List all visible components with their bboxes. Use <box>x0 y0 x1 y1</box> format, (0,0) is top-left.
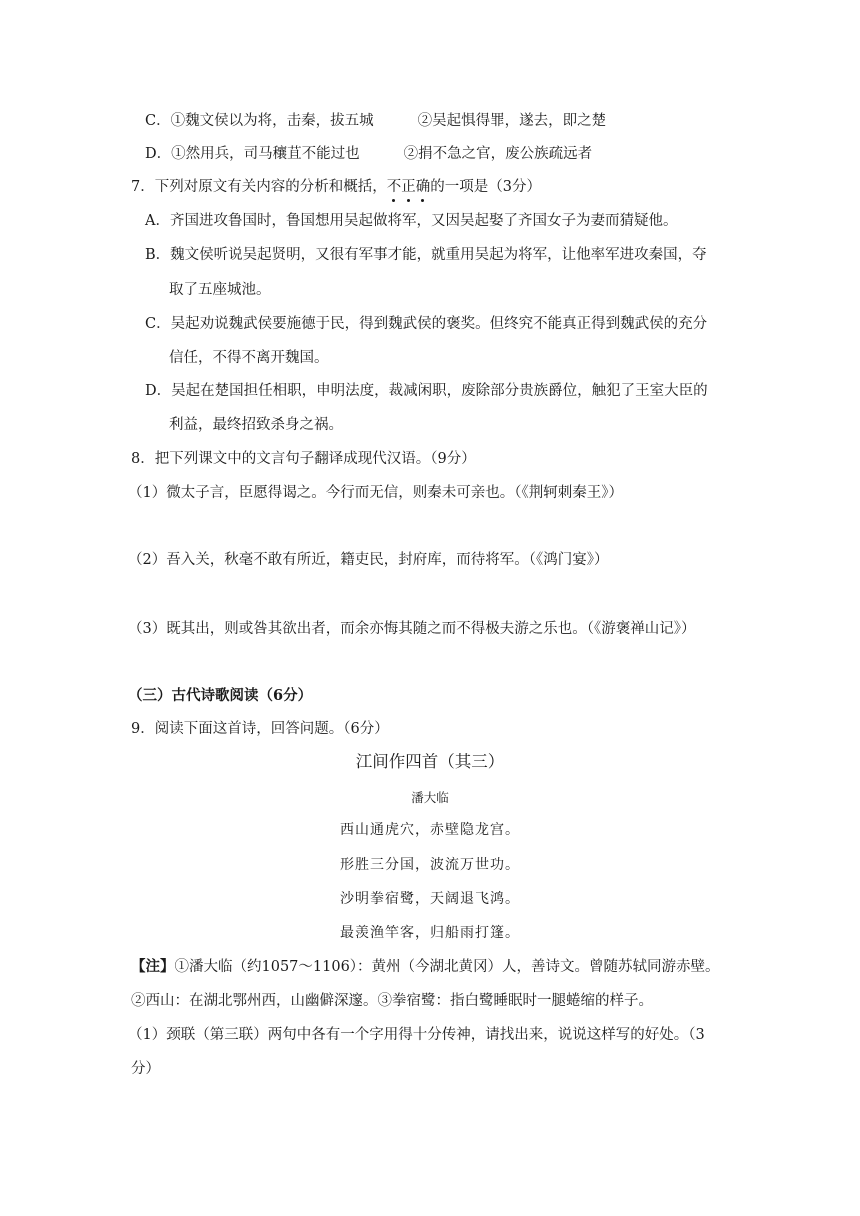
q8-item-3: （3）既其出，则或咎其欲出者，而余亦悔其随之而不得极夫游之乐也。（《游褒禅山记》） <box>128 621 696 637</box>
option-d-part2: ②捐不急之官，废公族疏远者 <box>403 146 593 162</box>
option-c-part1: C．①魏文侯以为将，击秦，拔五城 <box>145 113 374 129</box>
q7-option-a: A．齐国进攻鲁国时，鲁国想用吴起做将军，又因吴起娶了齐国女子为妻而猜疑他。 <box>145 213 678 229</box>
q7-option-b: B．魏文侯听说吴起贤明，又很有军事才能，就重用吴起为将军，让他率军进攻秦国，夺 <box>145 247 707 263</box>
q7-option-c-cont: 信任，不得不离开魏国。 <box>169 350 329 366</box>
emphasis-char: 不 <box>386 179 402 195</box>
poem-note <box>131 957 720 977</box>
poem-line: 沙明拳宿鹭，天阔退飞鸿。 <box>340 891 520 907</box>
q8-item-2: （2）吾入关，秋毫不敢有所近，籍吏民，封府库，而待将军。（《鸿门宴》） <box>128 552 609 568</box>
q9-sub-1: （1）颈联（第三联）两句中各有一个字用得十分传神，请找出来，说说这样写的好处。（3 <box>128 1027 705 1043</box>
emphasis-char: 正 <box>401 179 416 195</box>
option-c-previous <box>145 111 606 131</box>
emphasis-char: 确 <box>415 179 431 195</box>
option-d-previous <box>145 144 592 164</box>
note-text-2: ②西山：在湖北鄂州西，山幽僻深邃。③拳宿鹭：指白鹭睡眠时一腿蜷缩的样子。 <box>131 993 653 1009</box>
poem-line: 最羡渔竿客，归船雨打篷。 <box>340 925 520 941</box>
option-d-part1: D．①然用兵，司马穰苴不能过也 <box>145 146 360 162</box>
q7-heading: 7．下列对原文有关内容的分析和概括，不正确的一项是（3分） <box>131 179 541 195</box>
q9-sub-1-cont: 分） <box>131 1061 160 1077</box>
note-text-1: ①潘大临（约1057～1106）：黄州（今湖北黄冈）人，善诗文。曾随苏轼同游赤壁。 <box>174 959 720 975</box>
poem-line: 形胜三分国，波流万世功。 <box>340 857 520 873</box>
q8-heading: 8．把下列课文中的文言句子翻译成现代汉语。（9分） <box>131 451 476 467</box>
poem-line: 西山通虎穴，赤壁隐龙宫。 <box>340 822 520 838</box>
q9-heading: 9．阅读下面这首诗，回答问题。（6分） <box>131 721 389 737</box>
q7-option-d: D．吴起在楚国担任相职，申明法度，裁减闲职，废除部分贵族爵位，触犯了王室大臣的 <box>145 383 708 399</box>
poem-author: 潘大临 <box>411 790 449 805</box>
note-label: 【注】 <box>131 958 175 975</box>
q7-option-c: C．吴起劝说魏武侯要施德于民，得到魏武侯的褒奖。但终究不能真正得到魏武侯的充分 <box>145 316 708 332</box>
option-c-part2: ②吴起惧得罪，遂去，即之楚 <box>417 113 607 129</box>
q7-option-b-cont: 取了五座城池。 <box>169 282 271 298</box>
q7-option-d-cont: 利益，最终招致杀身之祸。 <box>169 417 343 433</box>
poem-title: 江间作四首（其三） <box>355 752 505 771</box>
section-heading: （三）古代诗歌阅读（6分） <box>128 687 313 704</box>
q8-item-1: （1）微太子言，臣愿得谒之。今行而无信，则秦未可亲也。（《荆轲刺秦王》） <box>128 485 623 501</box>
